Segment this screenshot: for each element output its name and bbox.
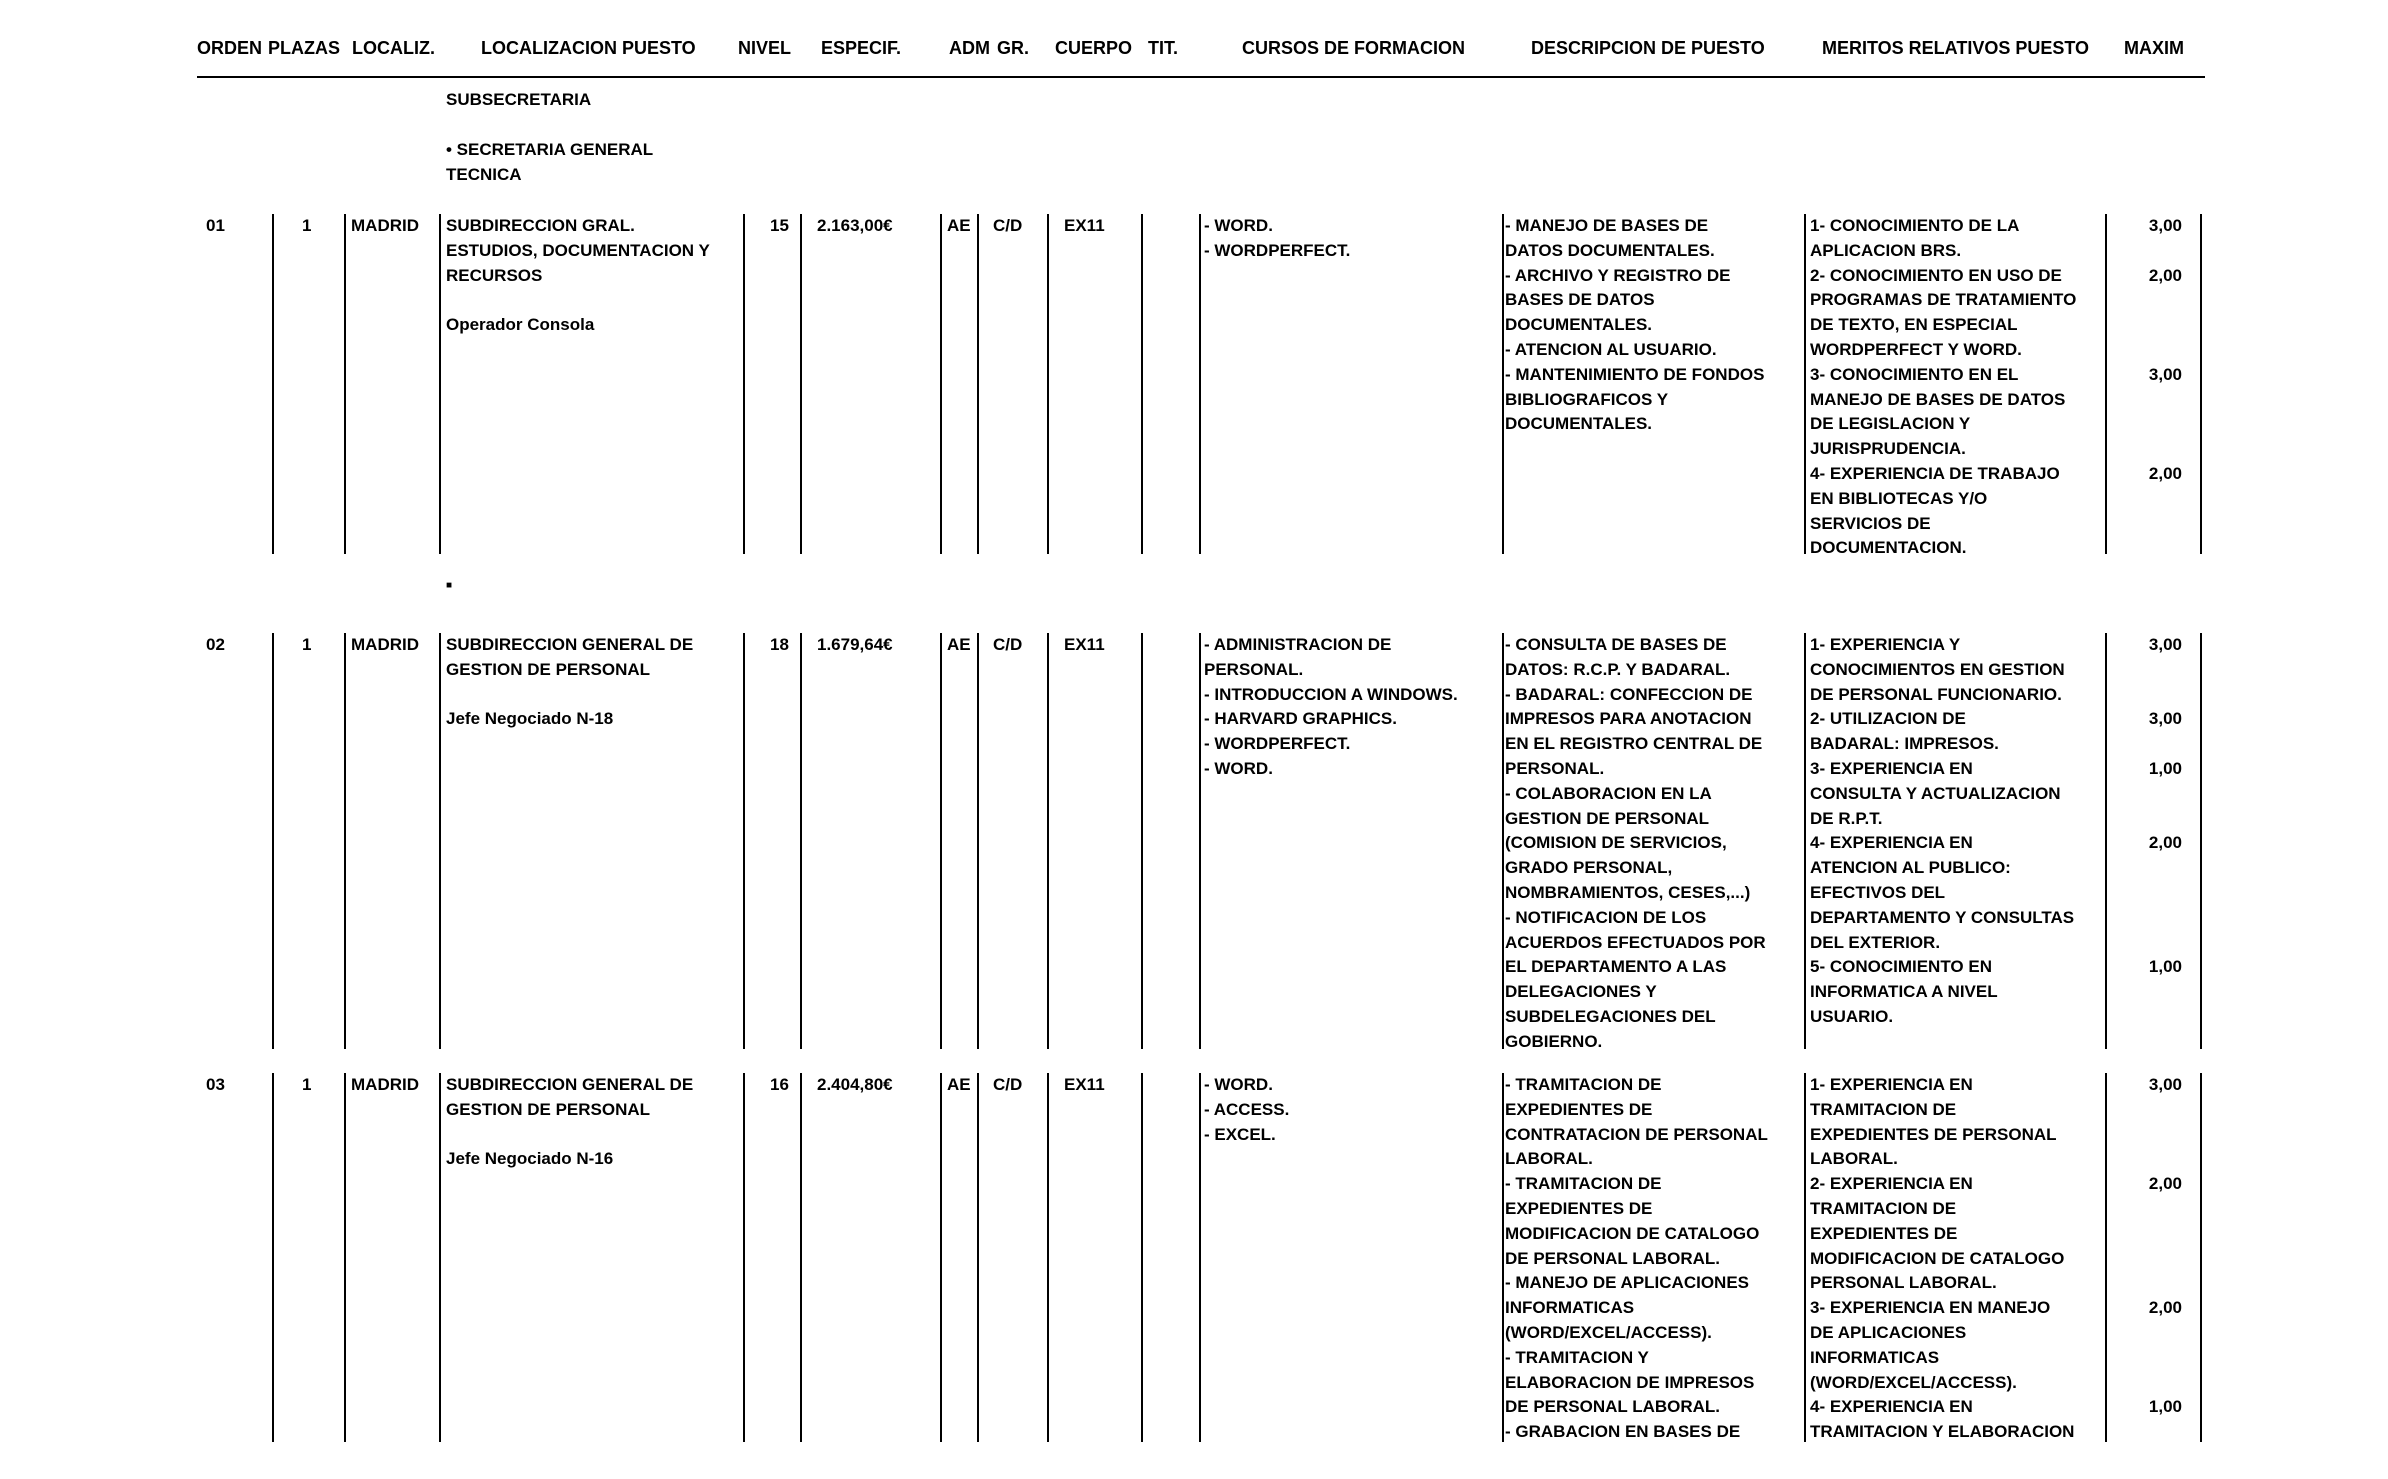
maxim-value: 1,00 (2148, 758, 2182, 778)
column-rule (1199, 633, 1201, 1049)
header-tit: TIT. (1148, 38, 1178, 58)
merito-text: 2- CONOCIMIENTO EN USO DE PROGRAMAS DE TRATAMIENTO DE TEXTO, EN ESPECIAL WORDPERFECT Y WORD. (1810, 265, 2077, 359)
column-rule (1141, 633, 1143, 1049)
column-rule (1199, 214, 1201, 554)
column-rule (1502, 214, 1504, 554)
nivel-cell: 16 (770, 1075, 789, 1094)
column-rule (344, 633, 346, 1049)
meritos-list (1810, 214, 2182, 561)
column-rule (743, 214, 745, 554)
descripcion-cell: - MANEJO DE BASES DE DATOS DOCUMENTALES. - ARCHIVO Y REGISTRO DE BASES DE DATOS DOCUMENTALES. - ATENCION AL USUARIO. - MANTENIMIENTO DE FONDOS BIBLIOGRAFICOS Y DOCUMENTALES. (1505, 216, 1765, 434)
puesto-cell: Operador Consola (446, 315, 595, 334)
column-rule (940, 214, 942, 554)
cursos-cell: - WORD. - WORDPERFECT. (1204, 216, 1351, 260)
merito-item (1810, 462, 2182, 561)
column-rule (1199, 1073, 1201, 1442)
maxim-value: 3,00 (2148, 1075, 2182, 1094)
table-row (0, 633, 2388, 1049)
especif-cell: 2.163,00€ (817, 216, 893, 235)
column-rule (1502, 633, 1504, 1049)
adm-cell: AE (947, 216, 971, 235)
merito-text: 3- EXPERIENCIA EN MANEJO DE APLICACIONES INFORMATICAS (WORD/EXCEL/ACCESS). (1810, 1298, 2051, 1392)
cursos-cell: - WORD. - ACCESS. - EXCEL. (1204, 1075, 1290, 1144)
merito-text: 1- EXPERIENCIA EN TRAMITACION DE EXPEDIENTES DE PERSONAL LABORAL. (1810, 1075, 2057, 1169)
merito-text: 3- EXPERIENCIA EN CONSULTA Y ACTUALIZACION DE R.P.T. (1810, 758, 2061, 828)
header-orden: ORDEN (197, 38, 263, 58)
column-rule (977, 633, 979, 1049)
column-rule (1804, 1073, 1806, 1442)
column-rule (1804, 633, 1806, 1049)
merito-text: 3- CONOCIMIENTO EN EL MANEJO DE BASES DE DATOS DE LEGISLACION Y JURISPRUDENCIA. (1810, 364, 2066, 459)
especif-cell: 1.679,64€ (817, 635, 893, 654)
cuerpo-cell: EX11 (1064, 216, 1105, 235)
merito-text: 4- EXPERIENCIA EN ATENCION AL PUBLICO: EFECTIVOS DEL DEPARTAMENTO Y CONSULTAS DEL EXTERIOR. (1810, 833, 2075, 952)
header-cuerpo: CUERPO (1055, 38, 1133, 58)
column-rule (344, 214, 346, 554)
adm-cell: AE (947, 1075, 971, 1094)
column-rule (1141, 1073, 1143, 1442)
header-divider (197, 76, 2205, 78)
merito-text: 1- EXPERIENCIA Y CONOCIMIENTOS EN GESTION DE PERSONAL FUNCIONARIO. (1810, 635, 2065, 704)
localidad-cell: MADRID (351, 1075, 419, 1094)
header-localiz: LOCALIZ. (352, 38, 435, 58)
maxim-value: 1,00 (2148, 957, 2182, 977)
grupo-cell: C/D (993, 216, 1023, 235)
orden-cell: 01 (206, 216, 225, 235)
column-rule (344, 1073, 346, 1442)
nivel-cell: 15 (770, 216, 789, 235)
maxim-value: 3,00 (2148, 709, 2182, 729)
merito-text: 5- CONOCIMIENTO EN INFORMATICA A NIVEL USUARIO. (1810, 957, 1998, 1026)
column-rule (272, 1073, 274, 1442)
column-rule (1141, 214, 1143, 554)
merito-item (1810, 633, 2182, 707)
merito-item (1810, 831, 2182, 955)
column-rule (1804, 214, 1806, 554)
column-rule (2200, 1073, 2202, 1442)
merito-text: 2- UTILIZACION DE BADARAL: IMPRESOS. (1810, 709, 1999, 754)
column-rule (743, 633, 745, 1049)
column-rule (1047, 1073, 1049, 1442)
grupo-cell: C/D (993, 1075, 1023, 1094)
section-unit: • SECRETARIA GENERAL TECNICA (446, 140, 654, 184)
column-rule (1502, 1073, 1504, 1442)
table-row (0, 1073, 2388, 1442)
column-rule (977, 214, 979, 554)
header-meritos: MERITOS RELATIVOS PUESTO (1822, 38, 2090, 58)
column-rule (439, 214, 441, 554)
separator-dot: ■ (446, 580, 453, 591)
header-localizacion-puesto: LOCALIZACION PUESTO (481, 38, 696, 58)
column-rule (800, 214, 802, 554)
merito-item (1810, 214, 2182, 264)
header-nivel: NIVEL (738, 38, 792, 58)
table-row (0, 214, 2388, 558)
merito-text: 4- EXPERIENCIA DE TRABAJO EN BIBLIOTECAS Y/O SERVICIOS DE DOCUMENTACION. (1810, 463, 2060, 558)
orden-cell: 02 (206, 635, 225, 654)
header-plazas: PLAZAS (268, 38, 340, 58)
orden-cell: 03 (206, 1075, 225, 1094)
unidad-cell: SUBDIRECCION GRAL. ESTUDIOS, DOCUMENTACION Y RECURSOS (446, 216, 710, 285)
header-maxim: MAXIM (2124, 38, 2184, 58)
cursos-cell: - ADMINISTRACION DE PERSONAL. - INTRODUCCION A WINDOWS. - HARVARD GRAPHICS. - WORDPERFECT. - WORD. (1204, 635, 1458, 778)
column-rule (1047, 214, 1049, 554)
column-rule (2200, 633, 2202, 1049)
merito-item (1810, 955, 2182, 1029)
merito-item (1810, 1395, 2182, 1445)
column-rule (800, 633, 802, 1049)
unidad-cell: SUBDIRECCION GENERAL DE GESTION DE PERSONAL (446, 1075, 694, 1119)
column-rule (743, 1073, 745, 1442)
column-rule (977, 1073, 979, 1442)
plazas-cell: 1 (302, 216, 312, 235)
puesto-cell: Jefe Negociado N-18 (446, 709, 614, 728)
column-rule (2200, 214, 2202, 554)
plazas-cell: 1 (302, 1075, 312, 1094)
merito-item (1810, 1172, 2182, 1296)
cuerpo-cell: EX11 (1064, 635, 1105, 654)
column-rule (940, 633, 942, 1049)
column-rule (940, 1073, 942, 1442)
puesto-cell: Jefe Negociado N-16 (446, 1149, 614, 1168)
localidad-cell: MADRID (351, 216, 419, 235)
merito-item (1810, 264, 2182, 363)
column-rule (1047, 633, 1049, 1049)
header-cursos: CURSOS DE FORMACION (1242, 38, 1466, 58)
merito-item (1810, 707, 2182, 757)
grupo-cell: C/D (993, 635, 1023, 654)
maxim-value: 3,00 (2148, 635, 2182, 654)
maxim-value: 3,00 (2148, 364, 2182, 384)
header-descripcion: DESCRIPCION DE PUESTO (1531, 38, 1765, 58)
localidad-cell: MADRID (351, 635, 419, 654)
column-rule (272, 633, 274, 1049)
header-gr: GR. (997, 38, 1030, 58)
section-subsecretaria: SUBSECRETARIA (446, 90, 592, 109)
cuerpo-cell: EX11 (1064, 1075, 1105, 1094)
column-rule (800, 1073, 802, 1442)
nivel-cell: 18 (770, 635, 789, 654)
plazas-cell: 1 (302, 635, 312, 654)
merito-item (1810, 1296, 2182, 1395)
merito-text: 1- CONOCIMIENTO DE LA APLICACION BRS. (1810, 216, 2020, 260)
merito-item (1810, 363, 2182, 462)
merito-text: 2- EXPERIENCIA EN TRAMITACION DE EXPEDIENTES DE MODIFICACION DE CATALOGO PERSONAL LABORAL. (1810, 1174, 2065, 1293)
column-rule (439, 633, 441, 1049)
maxim-value: 3,00 (2148, 216, 2182, 235)
meritos-list (1810, 1073, 2182, 1445)
maxim-value: 2,00 (2148, 833, 2182, 853)
especif-cell: 2.404,80€ (817, 1075, 893, 1094)
header-especif: ESPECIF. (821, 38, 902, 58)
adm-cell: AE (947, 635, 971, 654)
column-rule (439, 1073, 441, 1442)
maxim-value: 2,00 (2148, 265, 2182, 285)
maxim-value: 2,00 (2148, 1174, 2182, 1194)
merito-item (1810, 1073, 2182, 1172)
column-rule (272, 214, 274, 554)
maxim-value: 2,00 (2148, 463, 2182, 483)
descripcion-cell: - TRAMITACION DE EXPEDIENTES DE CONTRATACION DE PERSONAL LABORAL. - TRAMITACION DE EXPEDIENTES DE MODIFICACION DE CATALOGO DE PERSONAL LABORAL. - MANEJO DE APLICACIONES INFORMATICAS (WORD/EXCEL/ACCESS). - TRAMITACION Y ELABORACION DE IMPRESOS DE PERSONAL LABORAL. - GRABACION EN BASES DE (1505, 1075, 1768, 1442)
descripcion-cell: - CONSULTA DE BASES DE DATOS: R.C.P. Y BADARAL. - BADARAL: CONFECCION DE IMPRESOS PARA ANOTACION EN EL REGISTRO CENTRAL DE PERSONAL. - COLABORACION EN LA GESTION DE PERSONAL (COMISION DE SERVICIOS, GRADO PERSONAL, NOMBRAMIENTOS, CESES,...) - NOTIFICACION DE LOS ACUERDOS EFECTUADOS POR EL DEPARTAMENTO A LAS DELEGACIONES Y SUBDELEGACIONES DEL GOBIERNO. (1505, 635, 1766, 1051)
merito-text: 4- EXPERIENCIA EN TRAMITACION Y ELABORACION (1810, 1397, 2075, 1442)
merito-item (1810, 757, 2182, 831)
meritos-list (1810, 633, 2182, 1030)
header-adm: ADM (949, 38, 990, 58)
maxim-value: 2,00 (2148, 1298, 2182, 1318)
unidad-cell: SUBDIRECCION GENERAL DE GESTION DE PERSONAL (446, 635, 694, 679)
maxim-value: 1,00 (2148, 1397, 2182, 1417)
